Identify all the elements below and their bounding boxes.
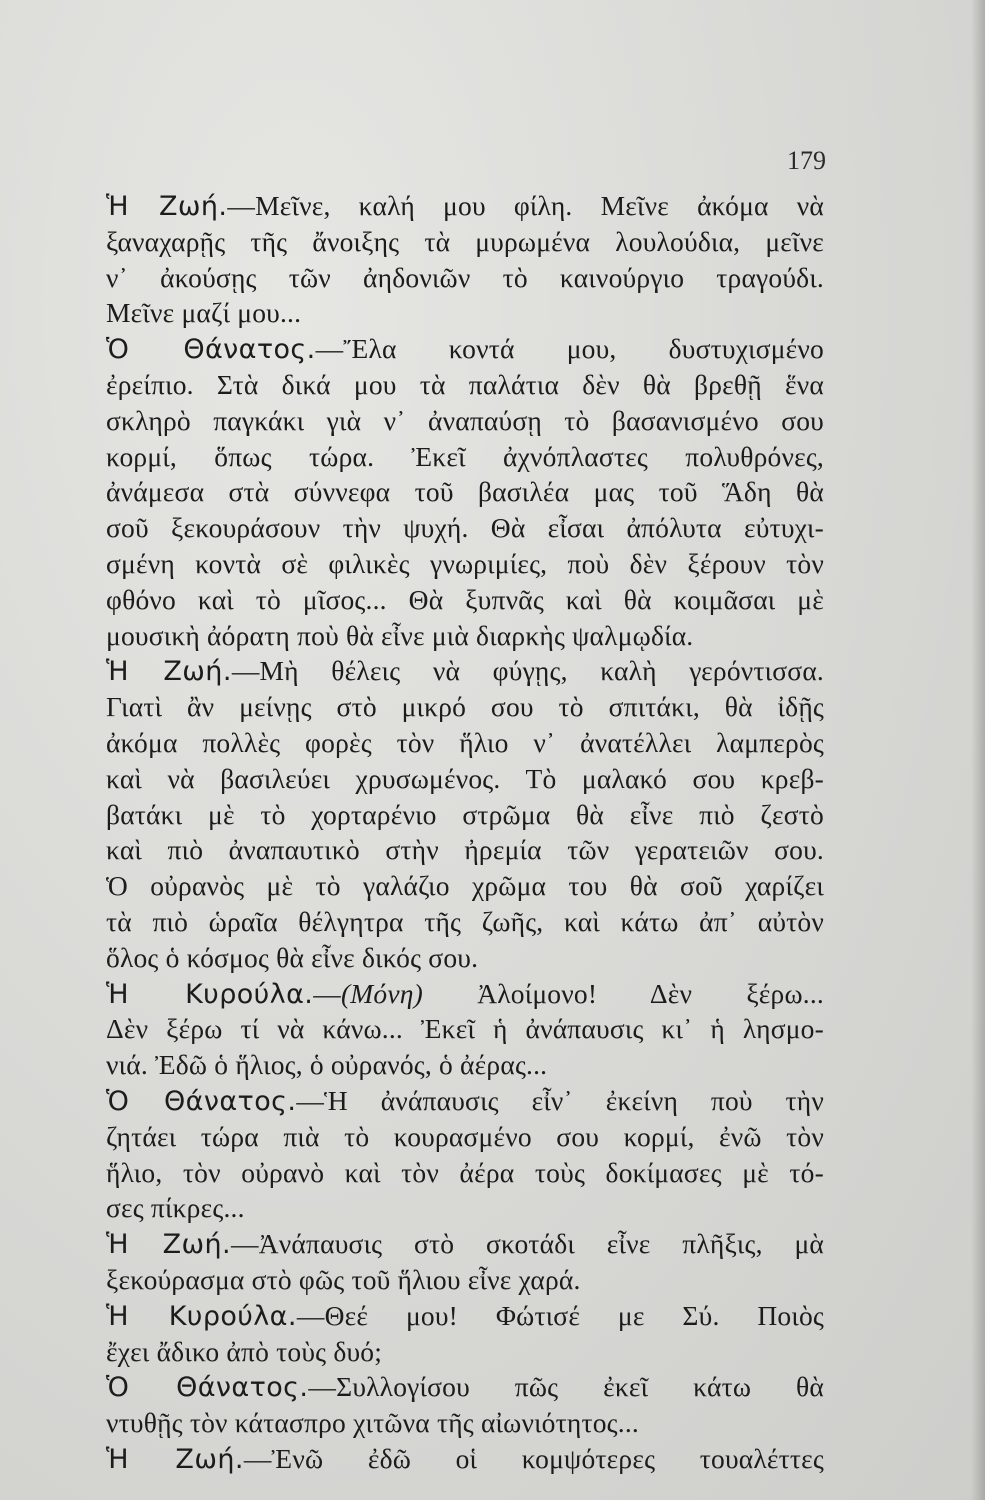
text-line: Μεῖνε μαζί μου... (106, 297, 302, 329)
text-line: ντυθῇς τὸν κάτασπρο χιτῶνα τῆς αἰωνιότητος... (106, 1407, 639, 1439)
text-line: τὰ πιὸ ὡραῖα θέλγητρα τῆς ζωῆς, καὶ κάτω ἀπ᾿ αὐτὸν (106, 905, 824, 937)
text-line: κορμί, ὅπως τώρα. Ἐκεῖ ἀχνόπλαστες πολυθρόνες, (106, 440, 824, 472)
line-text: —Μὴ θέλεις νὰ φύγῃς, καλὴ γερόντισσα. (231, 655, 824, 687)
text-line: νιά. Ἐδῶ ὁ ἥλιος, ὁ οὐρανός, ὁ ἀέρας... (106, 1049, 548, 1081)
speaker-name: Ἡ Κυρούλα. (106, 978, 314, 1010)
text-line: βατάκι μὲ τὸ χορταρένιο στρῶμα θὰ εἶνε πιὸ ζεστὸ (106, 798, 824, 830)
line-text: —Μεῖνε, καλή μου φίλη. Μεῖνε ἀκόμα νὰ (227, 190, 824, 221)
text-line (106, 1298, 824, 1334)
text-line: μουσικὴ ἀόρατη ποὺ θὰ εἶνε μιὰ διαρκὴς ψαλμῳδία. (106, 619, 694, 651)
text-line (106, 653, 824, 689)
speaker-name: Ἡ Ζωή. (106, 656, 232, 688)
text-line (106, 1083, 824, 1119)
speaker-name: Ἡ Ζωή. (106, 1229, 232, 1261)
text-line: φθόνο καὶ τὸ μῖσος... Θὰ ξυπνᾶς καὶ θὰ κοιμᾶσαι μὲ (106, 583, 824, 615)
line-text: —Ἡ ἀνάπαυσις εἶν᾿ ἐκείνη ποὺ τὴν (296, 1084, 825, 1116)
text-line: ὅλος ὁ κόσμος θὰ εἶνε δικός σου. (106, 941, 479, 973)
text-line: σες πίκρες... (106, 1192, 245, 1224)
text-line: σοῦ ξεκουράσουν τὴν ψυχή. Θὰ εἶσαι ἀπόλυτα εὐτυχι- (106, 512, 824, 544)
line-text: —Ἀνάπαυσις στὸ σκοτάδι εἶνε πλῆξις, μὰ (231, 1228, 824, 1260)
text-line (106, 188, 824, 224)
speaker-name: Ἡ Κυρούλα. (106, 1300, 297, 1332)
text-line (106, 1441, 824, 1477)
text-line (106, 331, 824, 367)
text-line: ξαναχαρῇς τῆς ἄνοιξης τὰ μυρωμένα λουλούδια, μεῖνε (106, 225, 824, 257)
text-line: ἀνάμεσα στὰ σύννεφα τοῦ βασιλέα μας τοῦ Ἅδη θὰ (106, 476, 824, 508)
text-line: Γιατὶ ἂν μείνῃς στὸ μικρό σου τὸ σπιτάκι, θὰ ἰδῇς (106, 691, 824, 723)
line-text: Ἀλοίμονο! Δὲν ξέρω... (422, 977, 825, 1009)
text-line: Ὁ οὐρανὸς μὲ τὸ γαλάζιο χρῶμα του θὰ σοῦ χαρίζει (106, 870, 824, 902)
text-line: καὶ πιὸ ἀναπαυτικὸ στὴν ἠρεμία τῶν γερατειῶν σου. (106, 834, 824, 866)
text-line: καὶ νὰ βασιλεύει χρυσωμένος. Τὸ μαλακό σου κρεβ- (106, 762, 824, 794)
text-line: σμένη κοντὰ σὲ φιλικὲς γνωριμίες, ποὺ δὲν ξέρουν τὸν (106, 547, 824, 579)
speaker-name: Ἡ Ζωή. (106, 1443, 244, 1475)
page-number: 179 (787, 146, 826, 175)
speaker-name: Ὁ Θάνατος. (106, 1372, 309, 1404)
page-edge-shadow (971, 0, 985, 1500)
speaker-name: Ἡ Ζωή. (106, 191, 228, 222)
stage-direction: (Μόνη) (340, 977, 423, 1009)
speaker-name: Ὁ Θάνατος. (106, 1085, 297, 1117)
speaker-name: Ὁ Θάνατος. (106, 334, 316, 366)
text-line: ν᾿ ἀκούσῃς τῶν ἀηδονιῶν τὸ καινούργιο τραγούδι. (106, 261, 824, 293)
text-line: ἀκόμα πολλὲς φορὲς τὸν ἥλιο ν᾿ ἀνατέλλει λαμπερὸς (106, 726, 824, 758)
text-line (106, 976, 824, 1012)
text-line: ζητάει τώρα πιὰ τὸ κουρασμένο σου κορμί, ἐνῶ τὸν (106, 1120, 824, 1152)
line-text: —Ἐνῶ ἐδῶ οἱ κομψότερες τουαλέττες (243, 1442, 824, 1474)
text-line: σκληρὸ παγκάκι γιὰ ν᾿ ἀναπαύσῃ τὸ βασανισμένο σου (106, 404, 824, 436)
text-line: ἥλιο, τὸν οὐρανὸ καὶ τὸν ἀέρα τοὺς δοκίμασες μὲ τό- (106, 1156, 824, 1188)
line-text: —Ἔλα κοντά μου, δυστυχισμένο (315, 333, 824, 365)
line-text: —Συλλογίσου πῶς ἐκεῖ κάτω θὰ (308, 1371, 824, 1403)
dialogue-text (106, 188, 824, 1477)
text-line (106, 1369, 824, 1405)
text-line (106, 1226, 824, 1262)
text-line: ἔχει ἄδικο ἀπὸ τοὺς δυό; (106, 1335, 383, 1367)
text-line: ἐρείπιο. Στὰ δικά μου τὰ παλάτια δὲν θὰ βρεθῇ ἕνα (106, 368, 824, 400)
line-dash: — (313, 977, 341, 1009)
text-line: ξεκούρασμα στὸ φῶς τοῦ ἥλιου εἶνε χαρά. (106, 1263, 581, 1295)
line-text: —Θεέ μου! Φώτισέ με Σύ. Ποιὸς (296, 1299, 825, 1331)
text-line: Δὲν ξέρω τί νὰ κάνω... Ἐκεῖ ἡ ἀνάπαυσις κι᾿ ἡ λησμο- (106, 1013, 824, 1045)
